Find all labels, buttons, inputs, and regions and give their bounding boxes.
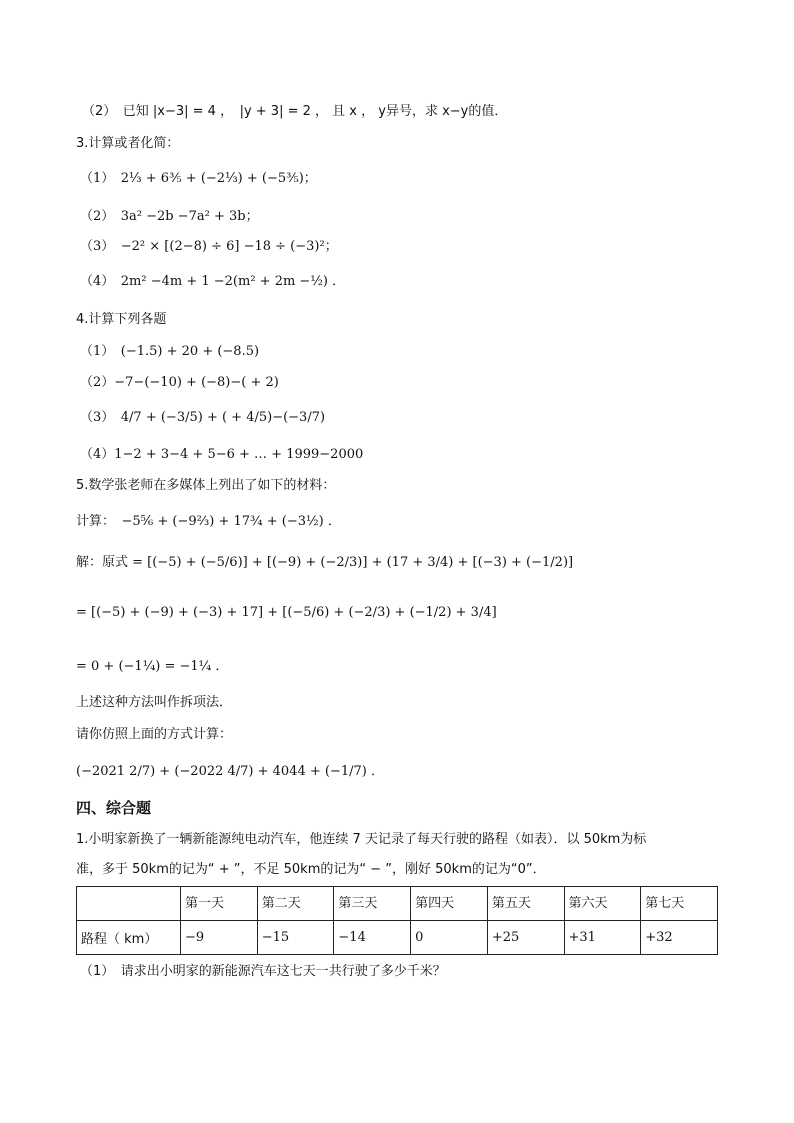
question-5-title: 5.数学张老师在多媒体上列出了如下的材料： — [76, 478, 336, 493]
table-header-cell: 第七天 — [641, 887, 718, 921]
question-3-item-3: （3） −2² × [(2−8) ÷ 6] −18 ÷ (−3)²； — [80, 239, 338, 254]
table-cell: +31 — [564, 921, 641, 955]
question-5-solution-line-3: = 0 + (−1¼) = −1¼ ． — [76, 659, 229, 674]
question-4-item-1: （1） (−1.5) + 20 + (−8.5) — [80, 344, 260, 359]
question-5-calc: 计算： −5⅚ + (−9⅔) + 17¾ + (−3½) ． — [76, 514, 341, 529]
question-5-ask: 请你仿照上面的方式计算： — [76, 727, 233, 742]
table-header-cell: 第四天 — [411, 887, 488, 921]
question-4-item-3: （3） 4/7 + (−3/5) + ( + 4/5)−(−3/7) — [80, 410, 326, 425]
question-5-expression: (−2021 2/7) + (−2022 4/7) + 4044 + (−1/7) ． — [76, 764, 384, 779]
table-header-cell: 第三天 — [334, 887, 411, 921]
table-cell: −15 — [257, 921, 334, 955]
table-row — [77, 921, 718, 955]
question-5-solution-line-2: = [(−5) + (−9) + (−3) + 17] + [(−5/6) + (−2/3) + (−1/2) + 3/4] — [76, 605, 497, 620]
question-3-item-4: （4） 2m² −4m + 1 −2(m² + 2m −½) ． — [80, 274, 346, 289]
question-5-note: 上述这种方法叫作拆项法． — [76, 695, 233, 710]
table-cell: 0 — [411, 921, 488, 955]
section-4-paragraph-line-1: 1.小明家新换了一辆新能源纯电动汽车，他连续 7 天记录了每天行驶的路程（如表）．以 50km为标 — [76, 832, 647, 847]
table-cell: −9 — [181, 921, 258, 955]
table-header-row — [77, 887, 718, 921]
section-4-question-1: （1） 请求出小明家的新能源汽车这七天一共行驶了多少千米？ — [80, 964, 446, 979]
question-3-item-1: （1） 2⅓ + 6⅗ + (−2⅓) + (−5⅗)； — [80, 171, 317, 186]
table-header-cell — [77, 887, 181, 921]
table-header-cell: 第一天 — [181, 887, 258, 921]
question-4-item-4: （4）1−2 + 3−4 + 5−6 + … + 1999−2000 — [80, 447, 364, 462]
question-3-title: 3.计算或者化简： — [76, 136, 180, 151]
table-header-cell: 第六天 — [564, 887, 641, 921]
table-row-label: 路程（ km） — [77, 921, 181, 955]
table-cell: +25 — [487, 921, 564, 955]
question-4-title: 4.计算下列各题 — [76, 312, 167, 327]
question-4-item-2: （2）−7−(−10) + (−8)−( + 2) — [80, 375, 279, 390]
table-cell: +32 — [641, 921, 718, 955]
section-4-heading: 四、综合题 — [76, 799, 152, 817]
table-header-cell: 第五天 — [487, 887, 564, 921]
question-5-solution-line-1: 解：原式 = [(−5) + (−5/6)] + [(−9) + (−2/3)] + (17 + 3/4) + [(−3) + (−1/2)] — [76, 555, 574, 570]
section-4-paragraph-line-2: 准，多于 50km的记为“ + ”，不足 50km的记为“ − ”，刚好 50km的记为“0”． — [76, 862, 546, 877]
question-3-item-2: （2） 3a² −2b −7a² + 3b； — [80, 209, 259, 224]
table-header-cell: 第二天 — [257, 887, 334, 921]
mileage-table — [76, 886, 718, 955]
table-cell: −14 — [334, 921, 411, 955]
question-2-part-2: （2） 已知 |x−3| = 4 ， |y + 3| = 2 ， 且 x ， y异号，求 x−y的值． — [82, 104, 508, 119]
